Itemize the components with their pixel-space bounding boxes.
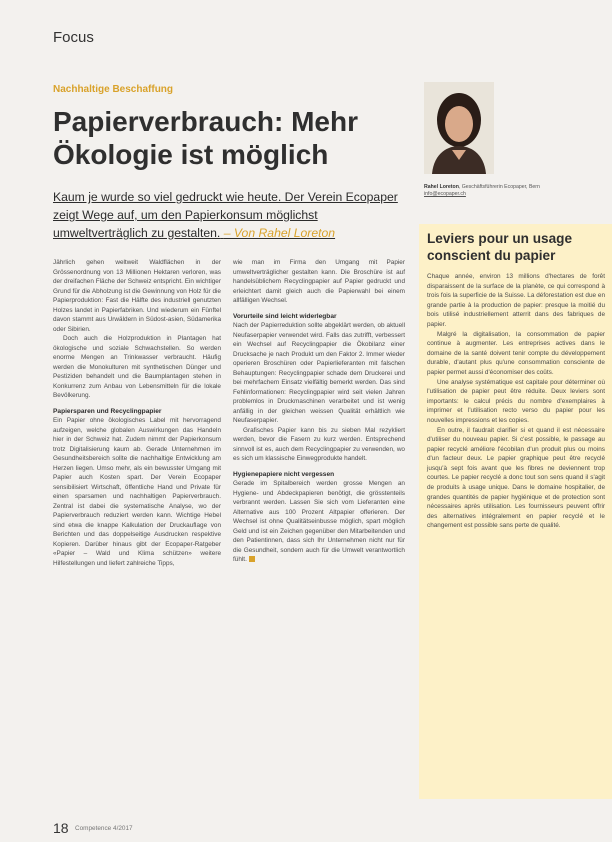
- article-title: [53, 105, 403, 171]
- col1-paragraph-2: Doch auch die Holzproduktion in Plantagen hat ökologische und soziale Schwachstellen. So werden enorme Mengen an Trinkwasser verbraucht. Häufig werden die Monokulturen mit synthetischen Dünger und Pestiziden behandelt und die Baumplantagen stehen in Konkurrenz zum Anbau von Lebensmitteln für die lokale Bevölkerung.: [53, 335, 221, 399]
- lead-text: Kaum je wurde so viel gedruckt wie heute. Der Verein Ecopaper zeigt Wege auf, um den Papierkonsum möglichst umweltverträglich zu gestalten.: [53, 190, 398, 240]
- portrait-illustration: [424, 82, 494, 174]
- col1-subheading-1: Papiersparen und Recyclingpapier: [53, 407, 162, 415]
- box-paragraph-4: En outre, il faudrait clarifier si et quand il est nécessaire d'utiliser du nouveau papier. Si c'est possible, le passage au papier recyclé améliore l'écobilan d'un produit plus ou moins d'un facteur deux. Le papier graphique peut être recyclé jusqu'à sept fois avant que les fibres ne deviennent trop courtes. Le papier recyclé a donc tout son sens quand il s'agit de produits à usage unique. Dans le domaine hospitalier, de grandes quantités de papier hygiénique et de protection sont nécessaires après utilisation. Les fournisseurs peuvent offrir des alternatives intégralement en papier recyclé et le changement est possible sans perte de qualité.: [427, 426, 605, 530]
- col1-paragraph-1: Jährlich gehen weltweit Waldflächen in der Grössenordnung von 13 Millionen Hektaren verloren, was der dreifachen Fläche der Schweiz entspricht. Ein wichtiger Grund für die Abholzung ist die Gewinnung von Holz für die Papierproduktion: Fast die Hälfte des industriell genutzten Holzes landet in Papierfabriken. Und wiederum ein Fünftel davon stammt aus Urwäldern in Südost-asien, Südamerika oder Sibirien.: [53, 259, 221, 333]
- caption-email-link[interactable]: info@ecopaper.ch: [424, 191, 466, 197]
- col2-subheading-1: Vorurteile sind leicht widerlegbar: [233, 312, 337, 320]
- caption-name: Rahel Loreton: [424, 184, 459, 190]
- sidebar-box-title: Leviers pour un usage conscient du papier: [427, 231, 573, 263]
- box-paragraph-1: Chaque année, environ 13 millions d'hectares de forêt disparaissent de la surface de la planète, ce qui correspond à trois fois la superficie de la Suisse. La déforestation est due en grande partie à la production de papier: presque la moitié du bois utilisé industriellement atterrit dans des fabriques de papier.: [427, 273, 605, 328]
- article-column-2: [233, 258, 405, 565]
- article-kicker: Nachhaltige Beschaffung: [53, 84, 174, 95]
- box-paragraph-2: Malgré la digitalisation, la consommation de papier continue à augmenter. Les entreprises actives dans le domaine de la santé doivent tenir compte du développement durable, d'autant plus qu'une consommation consciente de papier permet aussi d'économiser des coûts.: [427, 330, 605, 376]
- author-photo: [424, 82, 494, 174]
- col1-paragraph-3: Ein Papier ohne ökologisches Label mit hervorragend aufzeigen, welche globalen Auswirkungen das Handeln hier in der Schweiz hat. Zudem nimmt der Papierkonsum trotz Digitalisierung kaum ab. Gerade Unternehmen im Gesundheitsbereich sollte die nachhaltige Entwicklung am Herzen liegen. Umso mehr, als ein bewusster Umgang mit Papier auch Kosten spart. Der Verein Ecopaper sensibilisiert Wirtschaft, öffentliche Hand und Private für einen sparsamen und nachhaltigen Papierverbrauch. Zentral ist dabei die systematische Analyse, wo der Papierverbrauch reduziert werden kann. Wichtige Hebel sind etwa die knappe Kalkulation der Druckauflage von Berichten und das doppelseitige Ausdrucken respektive Kopieren. Darüber hinaus gibt der Ecopaper-Ratgeber «Papier – Wald und Klima schützen» weitere Hilfestellungen und liefert zahlreiche Tipps,: [53, 417, 221, 567]
- col2-paragraph-3: Grafisches Papier kann bis zu sieben Mal rezykliert werden, bevor die Fasern zu kurz werden. Entsprechend sinnvoll ist es, auch dem Recyclingpapier zu verwenden, wo es sich um klassische Einwegprodukte handelt.: [233, 426, 405, 462]
- square-end-icon: [249, 556, 255, 562]
- author-caption: [424, 184, 602, 198]
- publication-name: Competence 4/2017: [75, 825, 133, 832]
- title-line-1: Papierverbrauch: Mehr: [53, 106, 358, 137]
- col2-paragraph-1: wie man im Firma den Umgang mit Papier umweltverträglicher gestalten kann. Die Broschüre ist auf handelsüblichem Recyclingpapier auf Papier gedruckt und erleichtert damit gleich auch die Papierwahl bei einem allfälligen Wechsel.: [233, 259, 405, 304]
- sidebar-box: [419, 224, 612, 799]
- col2-subheading-2: Hygienepapiere nicht vergessen: [233, 470, 335, 478]
- section-header: Focus: [53, 29, 94, 46]
- article-column-1: [53, 258, 221, 568]
- article-lead: [53, 188, 413, 242]
- col2-paragraph-2: Nach der Papierreduktion sollte abgeklärt werden, ob aktuell Neufaserpapier verwendet wird. Falls das zutrifft, verbessert ein Wechsel auf Recyclingpapier die Ökobilanz einer Drucksache je nach Produkt um den Faktor 2. Immer wieder operieren Broschüren oder Papierlieferanten mit falschen Behauptungen: Recyclingpapier schade dem Druckerei und bei mehrfachem Einsatz vielfältig bemerkt werden. Das sind Fehlinformationen: Recyclingpapier wird seit vielen Jahren problemlos in Druckmaschinen verarbeitet und ist wenig anfällig in der gleichen weissen Qualität erhältlich wie Neufaserpapier.: [233, 322, 405, 424]
- col2-paragraph-4-text: Gerade im Spitalbereich werden grosse Mengen an Hygiene- und Abdeckpapieren benötigt, die grösstenteils verbrannt werden. Lassen Sie sich vom Lieferanten eine Alternative aus 100 Prozent Altpapier offerieren. Der Wechsel ist ohne Qualitätseinbusse möglich, spart möglich Geld und ist ein Zeichen gegenüber den Mitarbeitenden und den Patientinnen, dass sich Ihr Unternehmen nicht nur für die Gesundheit, sondern auch für die Umwelt verantwortlich fühlt.: [233, 480, 405, 563]
- author-byline: – Von Rahel Loreton: [223, 226, 336, 240]
- sidebar-box-text: [427, 272, 605, 531]
- title-line-2: Ökologie ist möglich: [53, 139, 329, 170]
- page-number: 18: [53, 820, 69, 836]
- caption-role: , Geschäftsführerin Ecopaper, Bern: [458, 184, 540, 190]
- box-paragraph-3: Une analyse systématique est capitale pour déterminer où l'utilisation de papier peut être réduite. Deux leviers sont importants: le calcul précis du nombre d'exemplaires à imprimer et l'utilisation recto verso du papier pour les nouvelles impressions et les copies.: [427, 378, 605, 424]
- col2-paragraph-4: [233, 479, 405, 565]
